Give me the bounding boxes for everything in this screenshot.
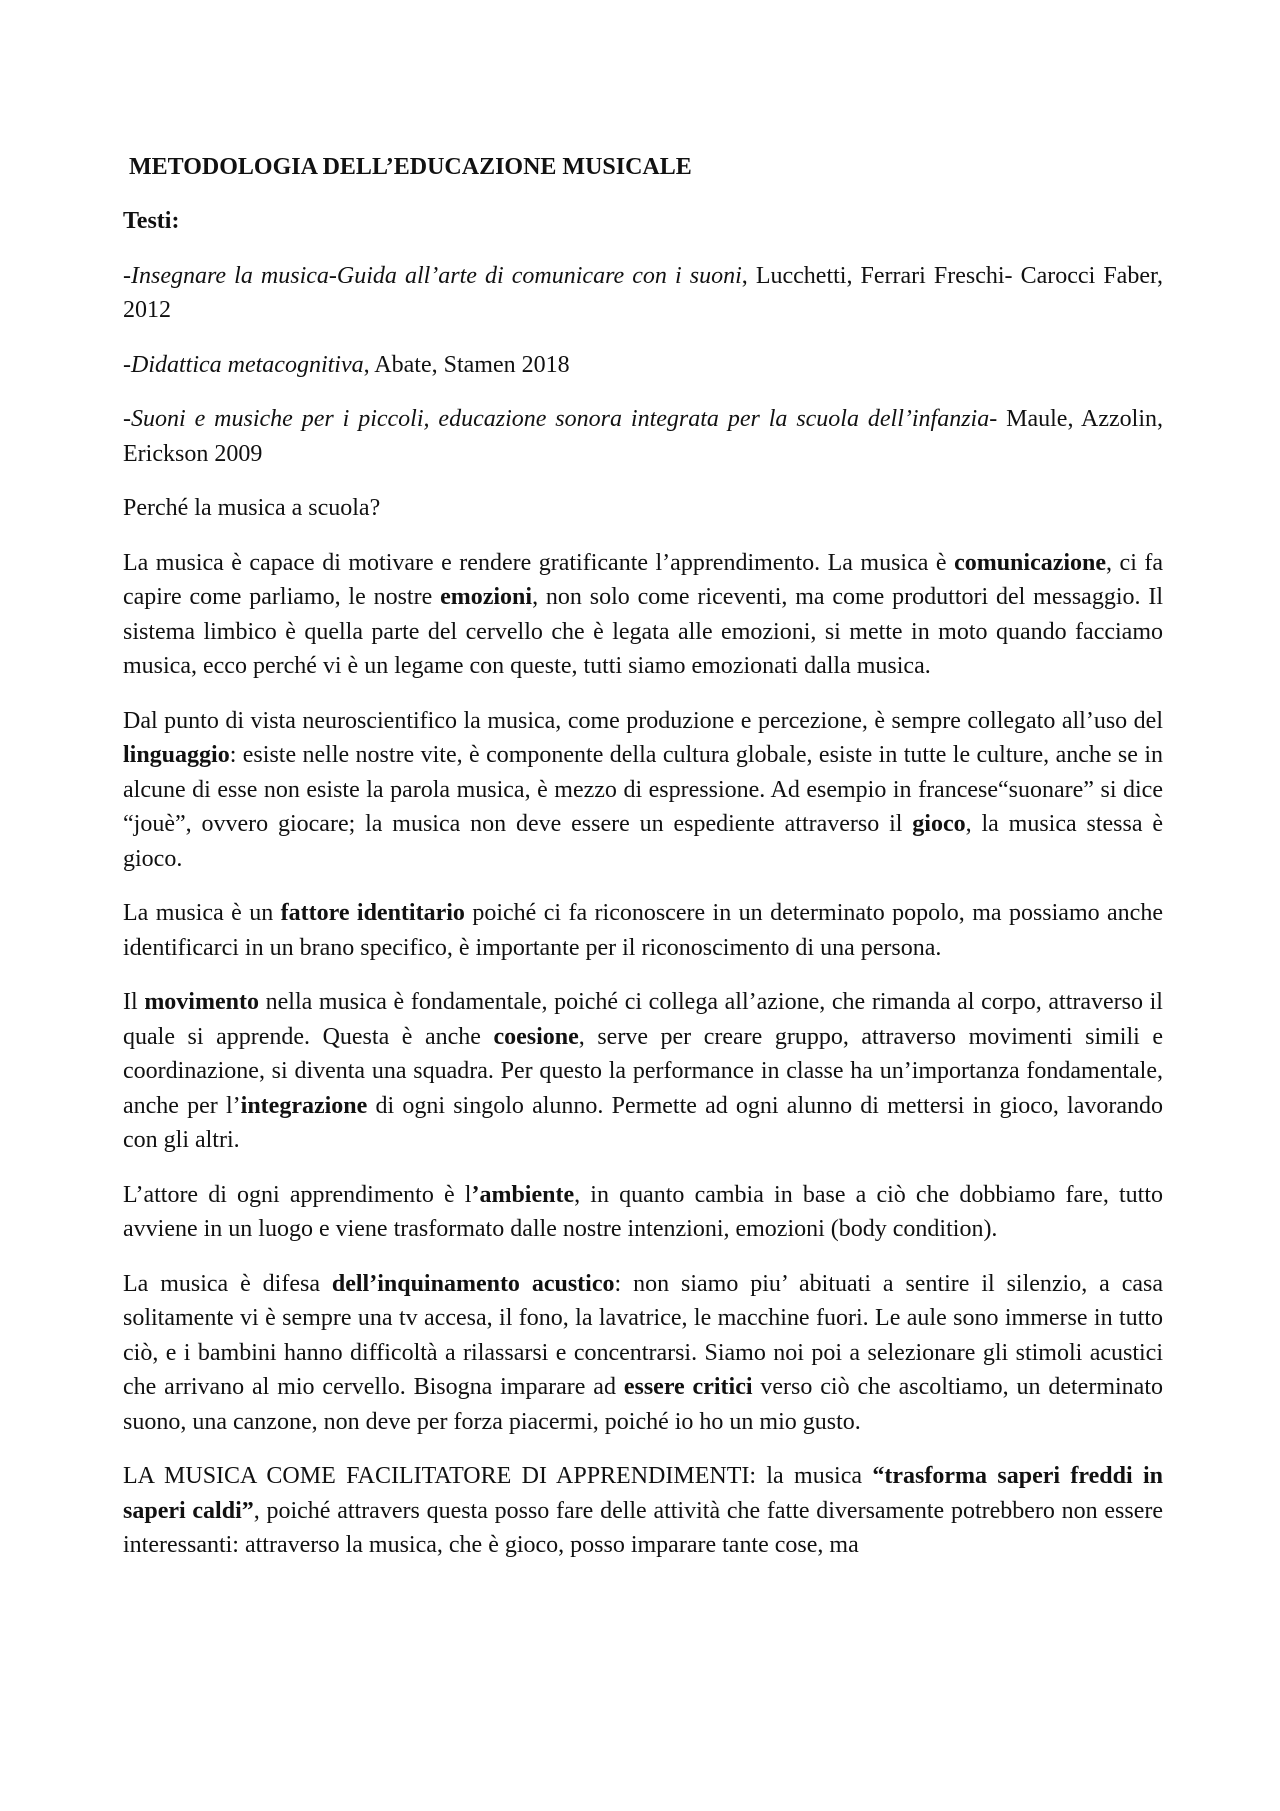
paragraph-identitario (123, 896, 1163, 965)
paragraph-comunicazione (123, 546, 1163, 684)
keyword-coesione: coesione (493, 1023, 579, 1050)
reference-3 (123, 402, 1163, 471)
reference-details: - Maule, Azzolin, Erickson 2009 (123, 406, 1164, 467)
reference-prefix: - (123, 262, 131, 289)
testi-label: Testi: (123, 208, 180, 234)
reference-1 (123, 259, 1163, 328)
text-run: Il (123, 989, 145, 1015)
text-run: La musica è capace di motivare e rendere gratificante l’apprendimento. La musica è (123, 549, 955, 576)
text-run: LA MUSICA COME FACILITATORE DI APPRENDIMENTI: la musica (123, 1463, 873, 1489)
keyword-gioco: gioco (912, 811, 966, 837)
paragraph-movimento (123, 985, 1163, 1158)
reference-2 (123, 348, 1163, 383)
text-run: , la musica stessa è gioco. (123, 811, 1163, 872)
document-page (123, 150, 1163, 1583)
reference-prefix: - (123, 351, 131, 378)
keyword-integrazione: integrazione (240, 1092, 368, 1119)
paragraph-inquinamento (123, 1267, 1163, 1440)
text-run: , ci fa capire come parliamo, le nostre (123, 549, 1164, 610)
text-run: , non solo come riceventi, ma come produttori del messaggio. Il sistema limbico è quella parte del cervello che è legata alle emozioni, si mette in moto quando facciamo musica, ecco perché vi è un legame con queste, tutti siamo emozionati dalla musica. (123, 584, 1163, 679)
keyword-comunicazione: comunicazione (954, 549, 1107, 576)
paragraph-ambiente (123, 1178, 1163, 1247)
paragraph-linguaggio (123, 704, 1163, 877)
reference-details: , Abate, Stamen 2018 (363, 351, 570, 378)
text-run: , in quanto cambia in base a ciò che dobbiamo fare, tutto avviene in un luogo e viene trasformato dalle nostre intenzioni, emozioni (body condition). (123, 1181, 1163, 1242)
keyword-essere-critici: essere critici (623, 1374, 753, 1400)
keyword-saperi-caldi: “trasforma saperi freddi in saperi caldi” (123, 1463, 1164, 1524)
reference-prefix: - (123, 406, 131, 432)
text-run: Dal punto di vista neuroscientifico la musica, come produzione e percezione, è sempre collegato all’uso del (123, 707, 1163, 734)
text-run: poiché ci fa riconoscere in un determinato popolo, ma possiamo anche identificarci in un brano specifico, è importante per il riconoscimento di una persona. (123, 900, 1163, 961)
text-run: : esiste nelle nostre vite, è componente della cultura globale, esiste in tutte le culture, anche se in alcune di esse non esiste la parola musica, è mezzo di espressione. Ad esempio in francese“suonare” si dice “jouè”, ovvero giocare; la musica non deve essere un espediente attraverso il (123, 742, 1163, 837)
reference-title: Insegnare la musica-Guida all’arte di comunicare con i suoni (131, 262, 742, 289)
section-question: Perché la musica a scuola? (123, 495, 381, 521)
reference-details: , Lucchetti, Ferrari Freschi- Carocci Faber, 2012 (123, 262, 1163, 323)
text-run: La musica è difesa (123, 1270, 332, 1297)
text-run: L’attore di ogni apprendimento è l (123, 1181, 472, 1208)
keyword-fattore-identitario: fattore identitario (280, 900, 465, 926)
keyword-emozioni: emozioni (440, 584, 533, 610)
reference-title: Didattica metacognitiva (131, 351, 364, 378)
keyword-movimento: movimento (144, 989, 259, 1015)
text-run: verso ciò che ascoltiamo, un determinato suono, una canzone, non deve per forza piacermi, poiché io ho un mio gusto. (123, 1374, 1163, 1435)
text-run: , serve per creare gruppo, attraverso movimenti simili e coordinazione, si diventa una squadra. Per questo la performance in classe ha un’importanza fondamentale, anche per l’ (123, 1023, 1163, 1119)
text-run: : non siamo piu’ abituati a sentire il silenzio, a casa solitamente vi è sempre una tv accesa, il fono, la lavatrice, le macchine fuori. Le aule sono immerse in tutto ciò, e i bambini hanno difficoltà a rilassarsi e concentrarsi. Siamo noi poi a selezionare gli stimoli acustici che arrivano al mio cervello. Bisogna imparare ad (123, 1270, 1163, 1400)
reference-title: Suoni e musiche per i piccoli, educazione sonora integrata per la scuola dell’infanzia (131, 406, 990, 432)
text-run: di ogni singolo alunno. Permette ad ogni alunno di mettersi in gioco, lavorando con gli altri. (123, 1092, 1164, 1153)
text-run: La musica è un (123, 900, 281, 926)
keyword-ambiente: ’ambiente (471, 1181, 575, 1208)
paragraph-facilitatore (123, 1459, 1163, 1563)
text-run: , poiché attravers questa posso fare delle attività che fatte diversamente potrebbero non essere interessanti: attraverso la musica, che è gioco, posso imparare tante cose, ma (123, 1497, 1164, 1558)
keyword-inquinamento-acustico: dell’inquinamento acustico (331, 1270, 615, 1297)
document-title: METODOLOGIA DELL’EDUCAZIONE MUSICALE (129, 154, 692, 180)
text-run: nella musica è fondamentale, poiché ci collega all’azione, che rimanda al corpo, attraverso il quale si apprende. Questa è anche (123, 989, 1163, 1050)
keyword-linguaggio: linguaggio (123, 742, 230, 768)
